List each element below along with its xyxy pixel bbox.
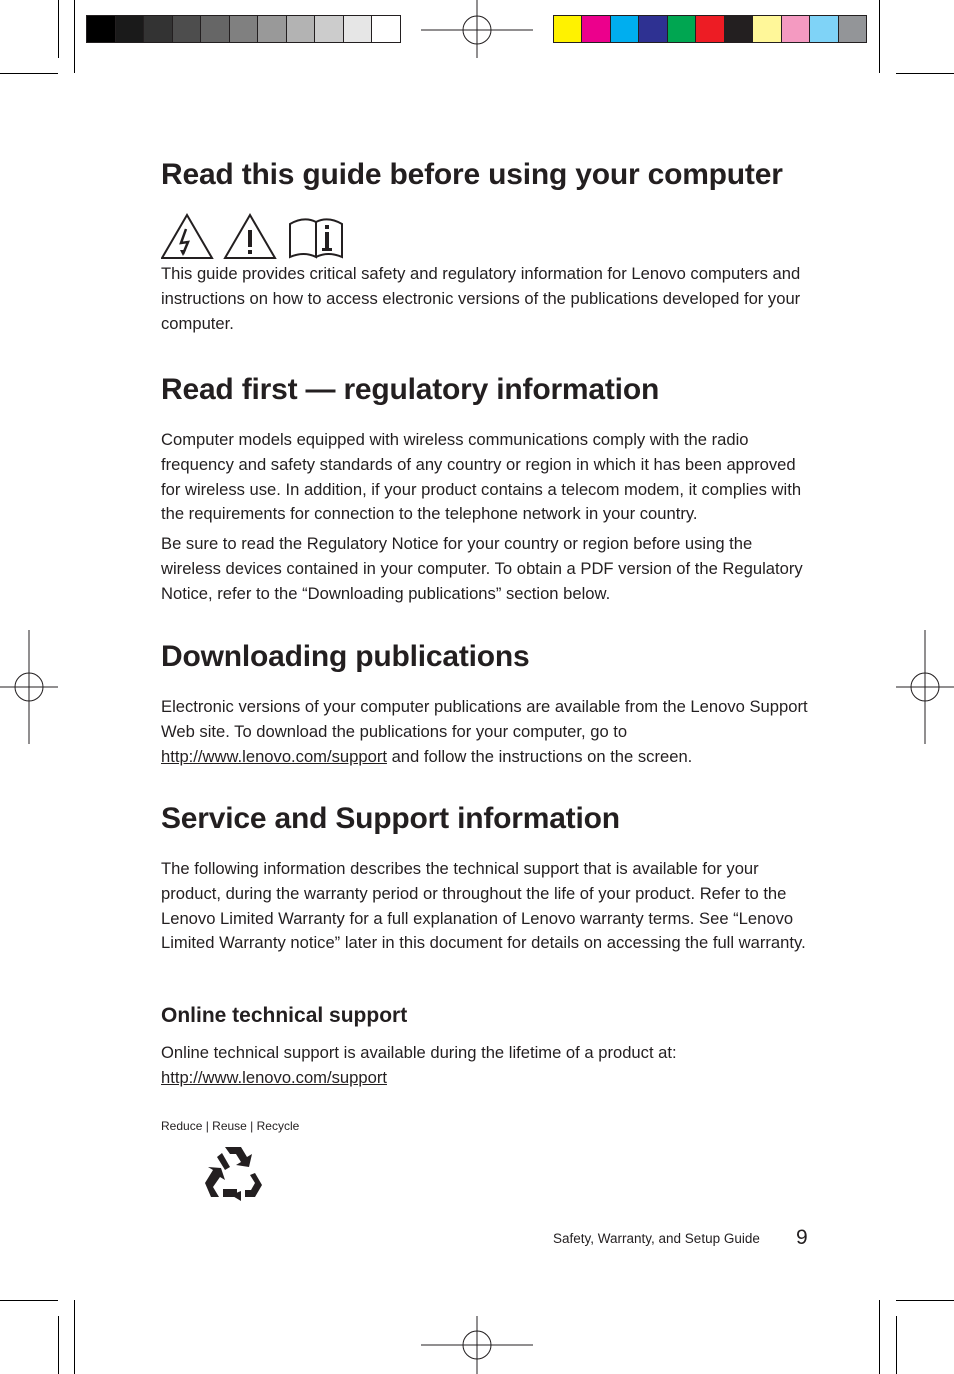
recycle-label: Reduce | Reuse | Recycle xyxy=(161,1119,300,1133)
regulatory-section xyxy=(161,373,811,607)
service-heading: Service and Support information xyxy=(161,802,620,835)
recycle-icon xyxy=(203,1143,263,1203)
grayscale-swatch xyxy=(344,16,373,42)
process-color-swatch xyxy=(582,16,610,42)
grayscale-swatch xyxy=(116,16,145,42)
support-link[interactable]: http://www.lenovo.com/support xyxy=(161,746,387,766)
grayscale-swatch xyxy=(173,16,202,42)
grayscale-swatch xyxy=(258,16,287,42)
process-color-swatch xyxy=(554,16,582,42)
online-support-link[interactable]: http://www.lenovo.com/support xyxy=(161,1067,387,1087)
grayscale-color-bar xyxy=(86,15,401,43)
grayscale-swatch xyxy=(372,16,400,42)
grayscale-swatch xyxy=(230,16,259,42)
grayscale-swatch xyxy=(315,16,344,42)
downloading-heading: Downloading publications xyxy=(161,640,530,673)
downloading-body-after: and follow the instructions on the screen. xyxy=(386,746,693,766)
process-color-swatch xyxy=(782,16,810,42)
process-color-swatch xyxy=(753,16,781,42)
regulatory-paragraph-2: Be sure to read the Regulatory Notice for your country or region before using the wireless devices contained in your computer. To obtain a PDF version of the Regulatory Notice, refer to the “Downloading publications” section below. xyxy=(161,534,803,603)
grayscale-swatch xyxy=(287,16,316,42)
online-support-text: Online technical support is available during the lifetime of a product at: xyxy=(161,1043,677,1062)
service-body: The following information describes the technical support that is available for your product, during the warranty period or throughout the life of your product. Refer to the Lenovo Limited Warranty for a full explanation of Lenovo warranty terms. See “Lenovo Limited Warranty notice” later in this document for details on accessing the full warranty. xyxy=(161,859,806,953)
process-color-swatch xyxy=(668,16,696,42)
footer-guide-title: Safety, Warranty, and Setup Guide xyxy=(553,1231,760,1246)
process-color-swatch xyxy=(725,16,753,42)
information-book-icon xyxy=(290,219,342,257)
downloading-body xyxy=(161,695,811,769)
intro-heading: Read this guide before using your computer xyxy=(161,158,783,191)
service-section xyxy=(161,802,811,956)
process-color-swatch xyxy=(810,16,838,42)
intro-body: This guide provides critical safety and regulatory information for Lenovo computers and instructions on how to access electronic versions of the publications developed for your computer. xyxy=(161,264,801,333)
online-support-section xyxy=(161,1004,811,1091)
online-support-body xyxy=(161,1041,811,1091)
grayscale-swatch xyxy=(87,16,116,42)
process-color-bar xyxy=(553,15,867,43)
electrical-hazard-icon xyxy=(162,215,212,258)
regulatory-paragraph-1: Computer models equipped with wireless communications comply with the radio frequency and safety standards of any country or region in which it has been approved for wireless use. In addition, if your product contains a telecom modem, it complies with the requirements for connection to the telephone network in your country. xyxy=(161,430,802,524)
intro-body-wrap xyxy=(161,262,811,336)
process-color-swatch xyxy=(696,16,724,42)
process-color-swatch xyxy=(639,16,667,42)
regulatory-heading: Read first — regulatory information xyxy=(161,373,660,406)
warning-icon xyxy=(225,215,275,258)
page-number: 9 xyxy=(796,1226,808,1249)
online-support-heading: Online technical support xyxy=(161,1004,408,1027)
safety-icons xyxy=(161,212,351,265)
process-color-swatch xyxy=(611,16,639,42)
process-color-swatch xyxy=(839,16,866,42)
intro-section xyxy=(161,158,811,192)
downloading-section xyxy=(161,640,811,769)
downloading-body-text: Electronic versions of your computer publications are available from the Lenovo Support Web site. To download the publications for your computer, go to xyxy=(161,697,808,741)
grayscale-swatch xyxy=(201,16,230,42)
grayscale-swatch xyxy=(144,16,173,42)
